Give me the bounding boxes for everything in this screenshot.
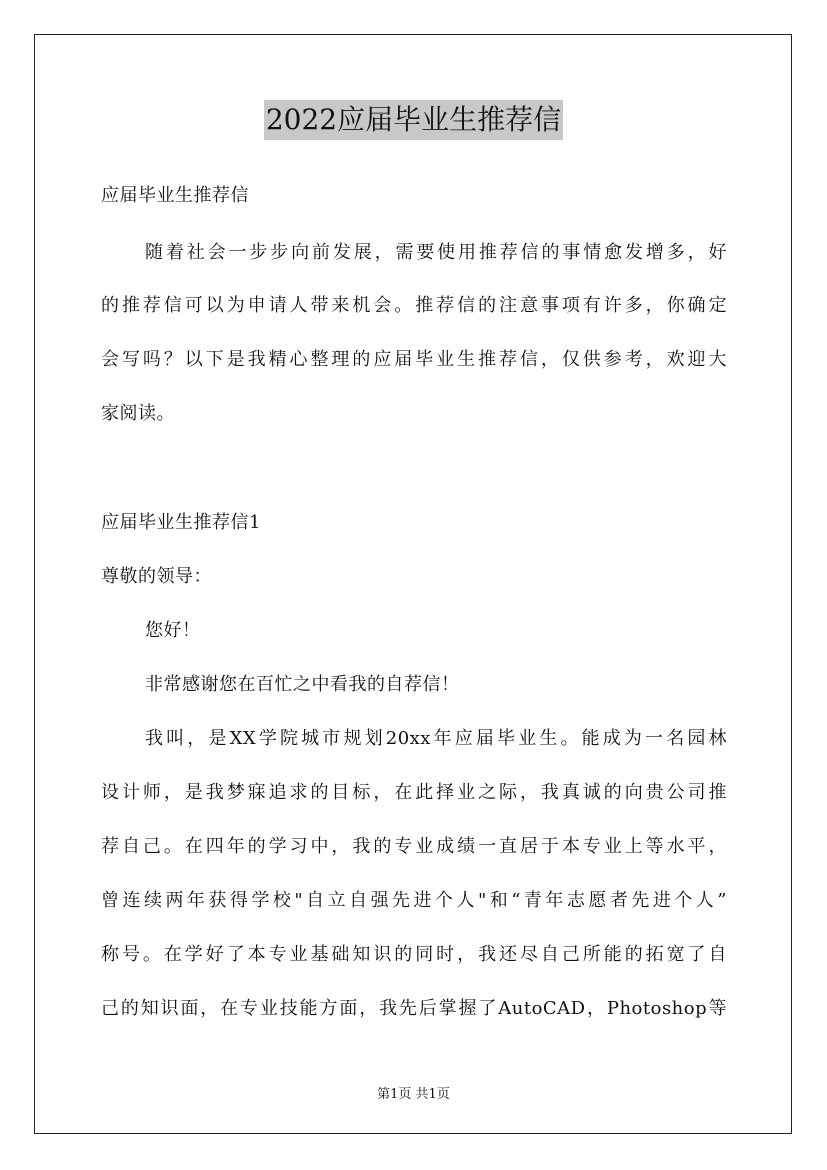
document-title: 2022应届毕业生推荐信 bbox=[264, 100, 563, 140]
body-line-6: 己的知识面，在专业技能方面，我先后掌握了AutoCAD，Photoshop等 bbox=[101, 998, 727, 1019]
document-heading: 应届毕业生推荐信 bbox=[101, 185, 249, 206]
intro-line-4: 家阅读。 bbox=[101, 403, 175, 424]
intro-line-3: 会写吗？以下是我精心整理的应届毕业生推荐信，仅供参考，欢迎大 bbox=[101, 349, 727, 370]
section-heading: 应届毕业生推荐信1 bbox=[101, 512, 261, 533]
body-line-3: 荐自己。在四年的学习中，我的专业成绩一直居于本专业上等水平， bbox=[101, 836, 727, 857]
salutation: 尊敬的领导： bbox=[101, 566, 212, 587]
body-line-2: 设计师，是我梦寐追求的目标，在此择业之际，我真诚的向贵公司推 bbox=[101, 782, 727, 803]
page-footer: 第1页 共1页 bbox=[377, 1087, 450, 1102]
thanks-line: 非常感谢您在百忙之中看我的自荐信！ bbox=[145, 674, 460, 695]
intro-line-2: 的推荐信可以为申请人带来机会。推荐信的注意事项有许多，你确定 bbox=[101, 295, 727, 316]
body-line-1: 我叫，是XX学院城市规划20xx年应届毕业生。能成为一名园林 bbox=[145, 728, 727, 749]
intro-line-1: 随着社会一步步向前发展，需要使用推荐信的事情愈发增多，好 bbox=[145, 242, 727, 263]
body-line-5: 称号。在学好了本专业基础知识的同时，我还尽自己所能的拓宽了自 bbox=[101, 944, 727, 965]
body-line-4: 曾连续两年获得学校"自立自强先进个人"和“青年志愿者先进个人” bbox=[101, 890, 727, 911]
title-container bbox=[0, 100, 827, 140]
greeting: 您好！ bbox=[145, 620, 201, 641]
